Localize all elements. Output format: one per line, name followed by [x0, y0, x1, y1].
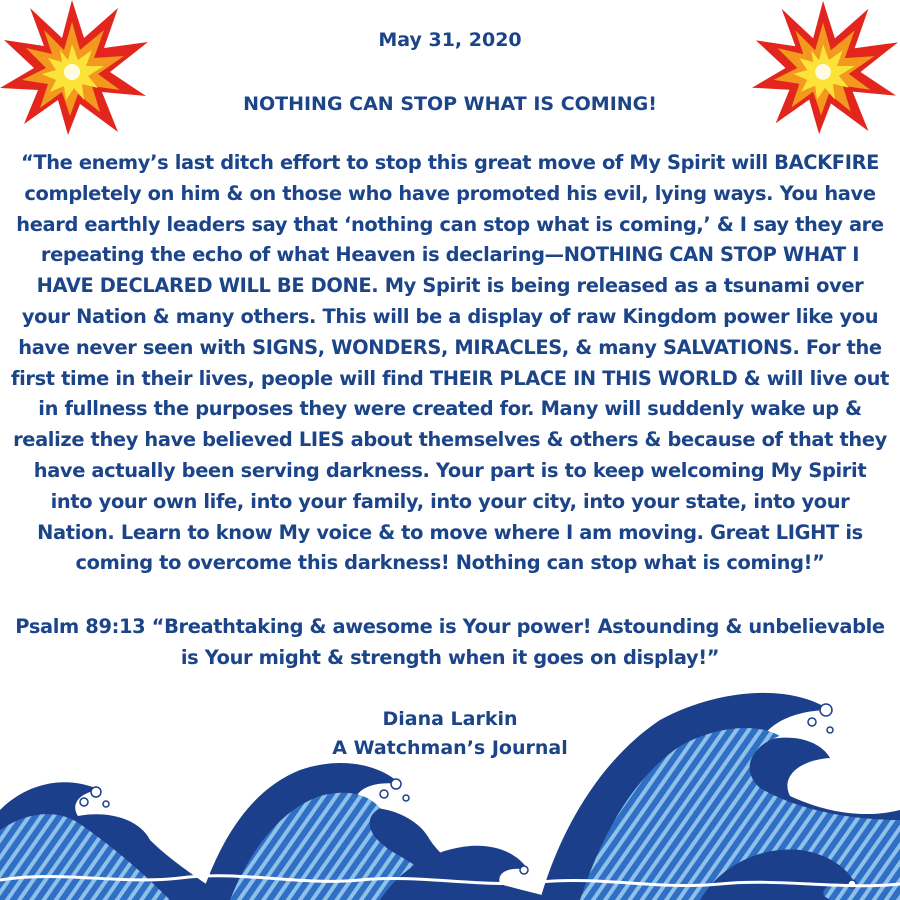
page-title: NOTHING CAN STOP WHAT IS COMING! [243, 93, 657, 115]
author-name: Diana Larkin [382, 708, 518, 730]
post-date: May 31, 2020 [378, 29, 522, 51]
scripture-quote: Psalm 89:13 “Breathtaking & awesome is Your power! Astounding & unbelievable is Your might & strength when it goes on display!” [15, 615, 885, 669]
prophetic-message: “The enemy’s last ditch effort to stop this great move of My Spirit will BACKFIRE completely on him & on those who have promoted his evil, lying ways. You have heard earthly leaders say that ‘nothing can stop what is coming,’ & I say they are repeating the echo of what Heaven is declaring—NOTHING CAN STOP WHAT I HAVE DECLARED WILL BE DONE. My Spirit is being released as a tsunami over your Nation & many others. This will be a display of raw Kingdom power like you have never seen with SIGNS, WONDERS, MIRACLES, & many SALVATIONS. For the first time in their lives, people will find THEIR PLACE IN THIS WORLD & will live out in fullness the purposes they were created for. Many will suddenly wake up & realize they have believed LIES about themselves & others & because of that they have actually been serving darkness. Your part is to keep welcoming My Spirit into your own life, into your family, into your city, into your state, into your Nation. Learn to know My voice & to move where I am moving. Great LIGHT is coming to overcome this darkness! Nothing can stop what is coming!” [11, 151, 889, 575]
journal-signature: A Watchman’s Journal [332, 737, 568, 759]
